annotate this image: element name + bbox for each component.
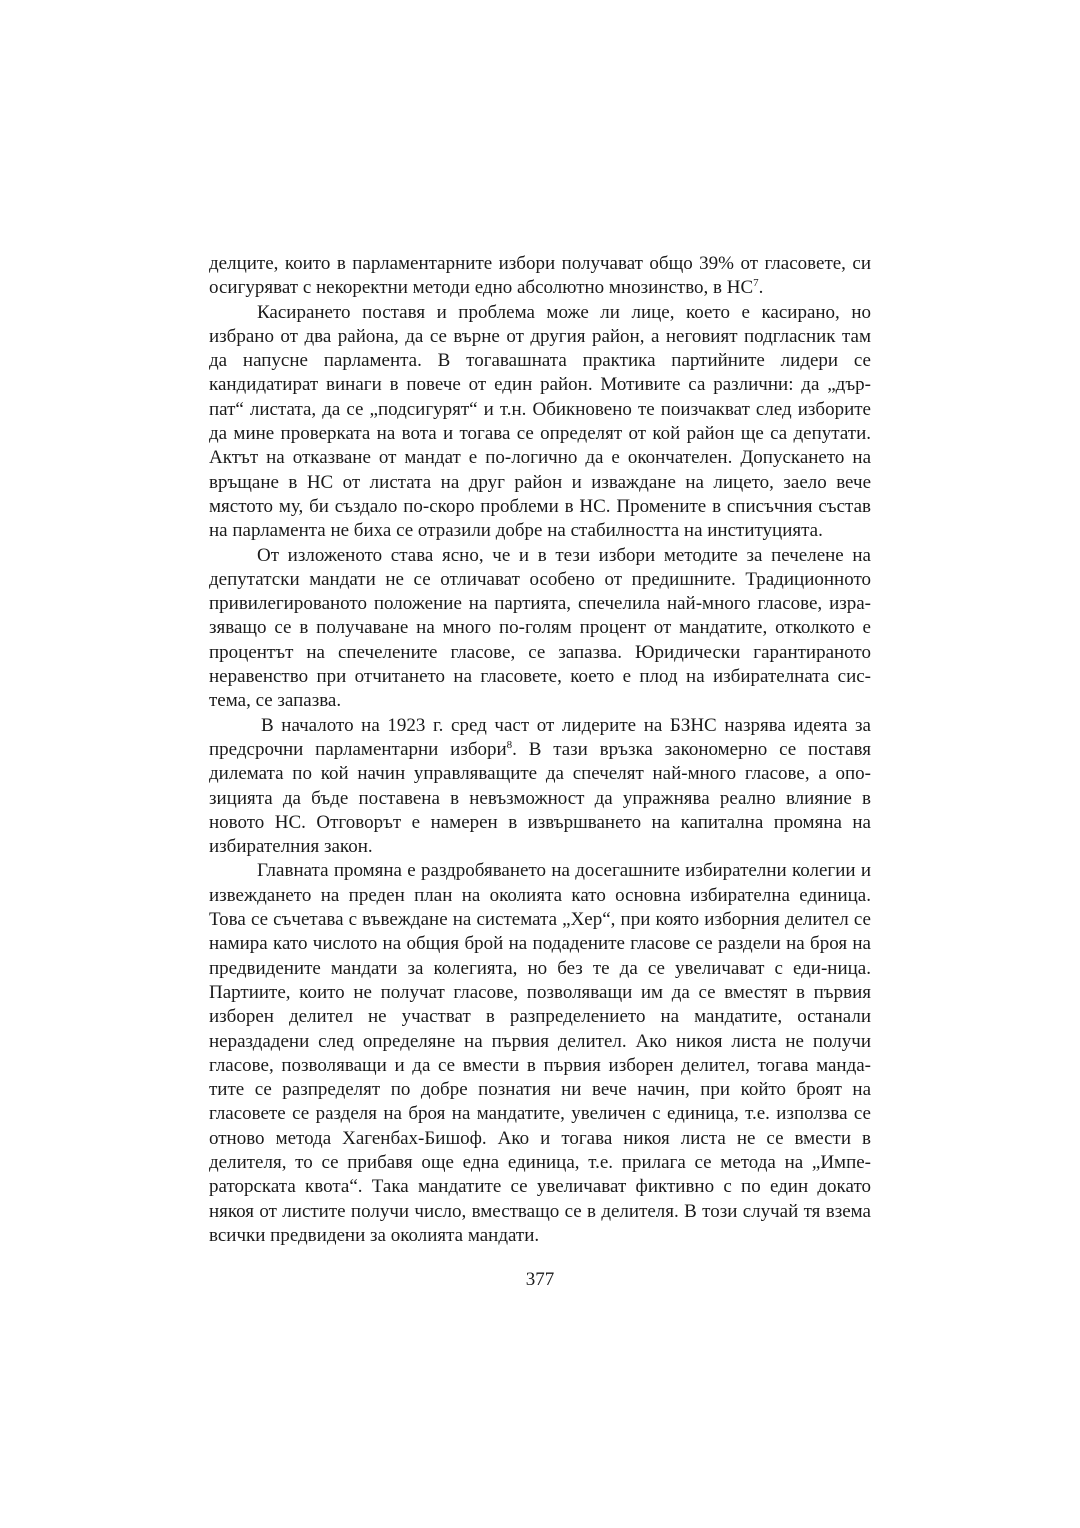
paragraph-4-rest: . В тази връзка закономерно се поставя дилемата по кой начин управляващите да спечелят най-много гласове, а опо-зицията да бъде поставена в невъзможност да упражнява реално влияние в новото НС. Отговорът е намерен в извършването на капитална промяна на избирателния закон. <box>209 738 871 858</box>
document-page <box>209 252 871 1290</box>
paragraph-4 <box>209 714 871 860</box>
paragraph-1-text: делците, които в парламентарните избори получават общо 39% от гласовете, си осигуряват с некоректни методи едно абсолютно мнозинство, в НС <box>209 253 871 299</box>
page-number: 377 <box>525 1269 555 1290</box>
paragraph-5: Главната промяна е раздробяването на досегашните избирателни колегии и извеждането на преден план на околията като основна избирателна единица. Това се съчетава с въвеждане на системата „Хер“, при която изборния делител се намира като числото на общия брой на подадените гласове се раздели на броя на предвидените мандати за колегията, но без те да се увеличават с еди-ница. Партиите, които не получат гласове, позволяващи им да се вместят в първия изборен делител не участват в разпределението на мандатите, останали нераздадени след определяне на първия делител. Ако никоя листа не получи гласове, позволяващи и да се вмести в първия изборен делител, тогава манда-тите се разпределят по добре познатия ни вече начин, при който броят на гласовете се разделя на броя на мандатите, увеличен с единица, т.е. използва се отново метода Хагенбах-Бишоф. Ако и тогава никоя листа не се вмести в делителя, то се прибавя още една единица, т.е. прилага се метода на „Импе-раторската квота“. Така мандатите се увеличават фиктивно с по един докато някоя от листите получи число, вместващо се в делителя. В този случай тя взема всички предвидени за околията мандати. <box>209 860 871 1246</box>
footnote-ref-8: 8 <box>506 738 513 751</box>
body-text <box>209 252 871 1248</box>
paragraph-1-end: . <box>758 277 764 299</box>
paragraph-4-text: В началото на 1923 г. сред част от лидерите на БЗНС назрява идеята за предсрочни парламентарни избори <box>209 714 871 760</box>
paragraph-3: От изложеното става ясно, че и в тези избори методите за печелене на депутатски мандати не се отличават особено от предишните. Традиционното привилегированото положение на партията, спечелила най-много гласове, изра-зяващо се в получаване на много по-голям процент от мандатите, отколкото е процентът на спечелените гласове, се запазва. Юридически гарантираното неравенство при отчитането на гласовете, което е плод на избирателната сис-тема, се запазва. <box>209 544 871 712</box>
paragraph-1 <box>209 252 871 301</box>
footnote-ref-7: 7 <box>753 277 759 290</box>
paragraph-2: Касирането поставя и проблема може ли лице, което е касирано, но избрано от два района, да се върне от другия район, а неговият подгласник там да напусне парламента. В тогавашната практика партийните лидери се кандидатират винаги в повече от един район. Мотивите са различни: да „дър-пат“ листата, да се „подсигурят“ и т.н. Обикновено те поизчакват след изборите да мине проверката на вота и тогава се определят от кой район ще са депутати. Актът на отказване от мандат е по-логично да е окончателен. Допускането на връщане в НС от листата на друг район и изваждане на лицето, заело вече мястото му, би създало по-скоро проблеми в НС. Промените в списъчния състав на парламента не биха се отразили добре на стабилността на институцията. <box>209 301 871 542</box>
